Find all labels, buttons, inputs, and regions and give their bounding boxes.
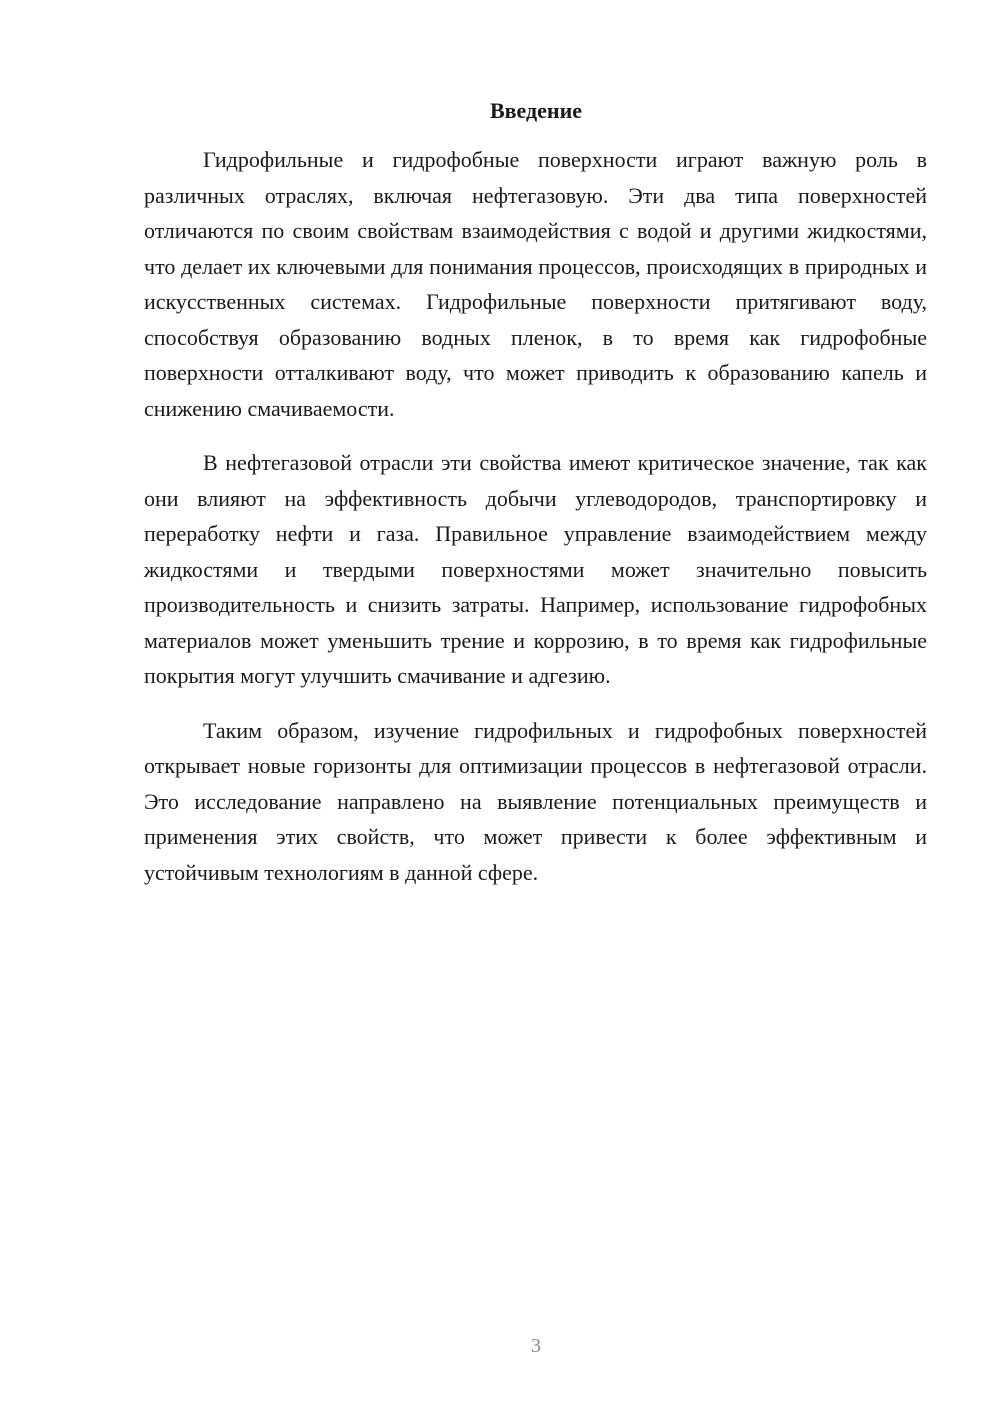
paragraph-3: Таким образом, изучение гидрофильных и гидрофобных поверхностей открывает новые горизонты для оптимизации процессов в нефтегазовой отрасли. Это исследование направлено на выявление потенциальных преимуществ и применения этих свойств, что может привести к более эффективным и устойчивым технологиям в данной сфере. — [144, 717, 927, 885]
paragraph-1: Гидрофильные и гидрофобные поверхности играют важную роль в различных отраслях, включая нефтегазовую. Эти два типа поверхностей отличаются по своим свойствам взаимодействия с водой и другими жидкостями, что делает их ключевыми для понимания процессов, происходящих в природных и искусственных системах. Гидрофильные поверхности притягивают воду, способствуя образованию водных пленок, в то время как гидрофобные поверхности отталкивают воду, что может приводить к образованию капель и снижению смачиваемости. — [144, 147, 927, 421]
body-text — [144, 142, 927, 909]
page-number: 3 — [531, 1335, 541, 1357]
paragraph-2: В нефтегазовой отрасли эти свойства имеют критическое значение, так как они влияют на эффективность добычи углеводородов, транспортировку и переработку нефти и газа. Правильное управление взаимодействием между жидкостями и твердыми поверхностями может значительно повысить производительность и снизить затраты. Например, использование гидрофобных материалов может уменьшить трение и коррозию, в то время как гидрофильные покрытия могут улучшить смачивание и адгезию. — [144, 450, 927, 688]
section-heading: Введение — [489, 98, 583, 123]
